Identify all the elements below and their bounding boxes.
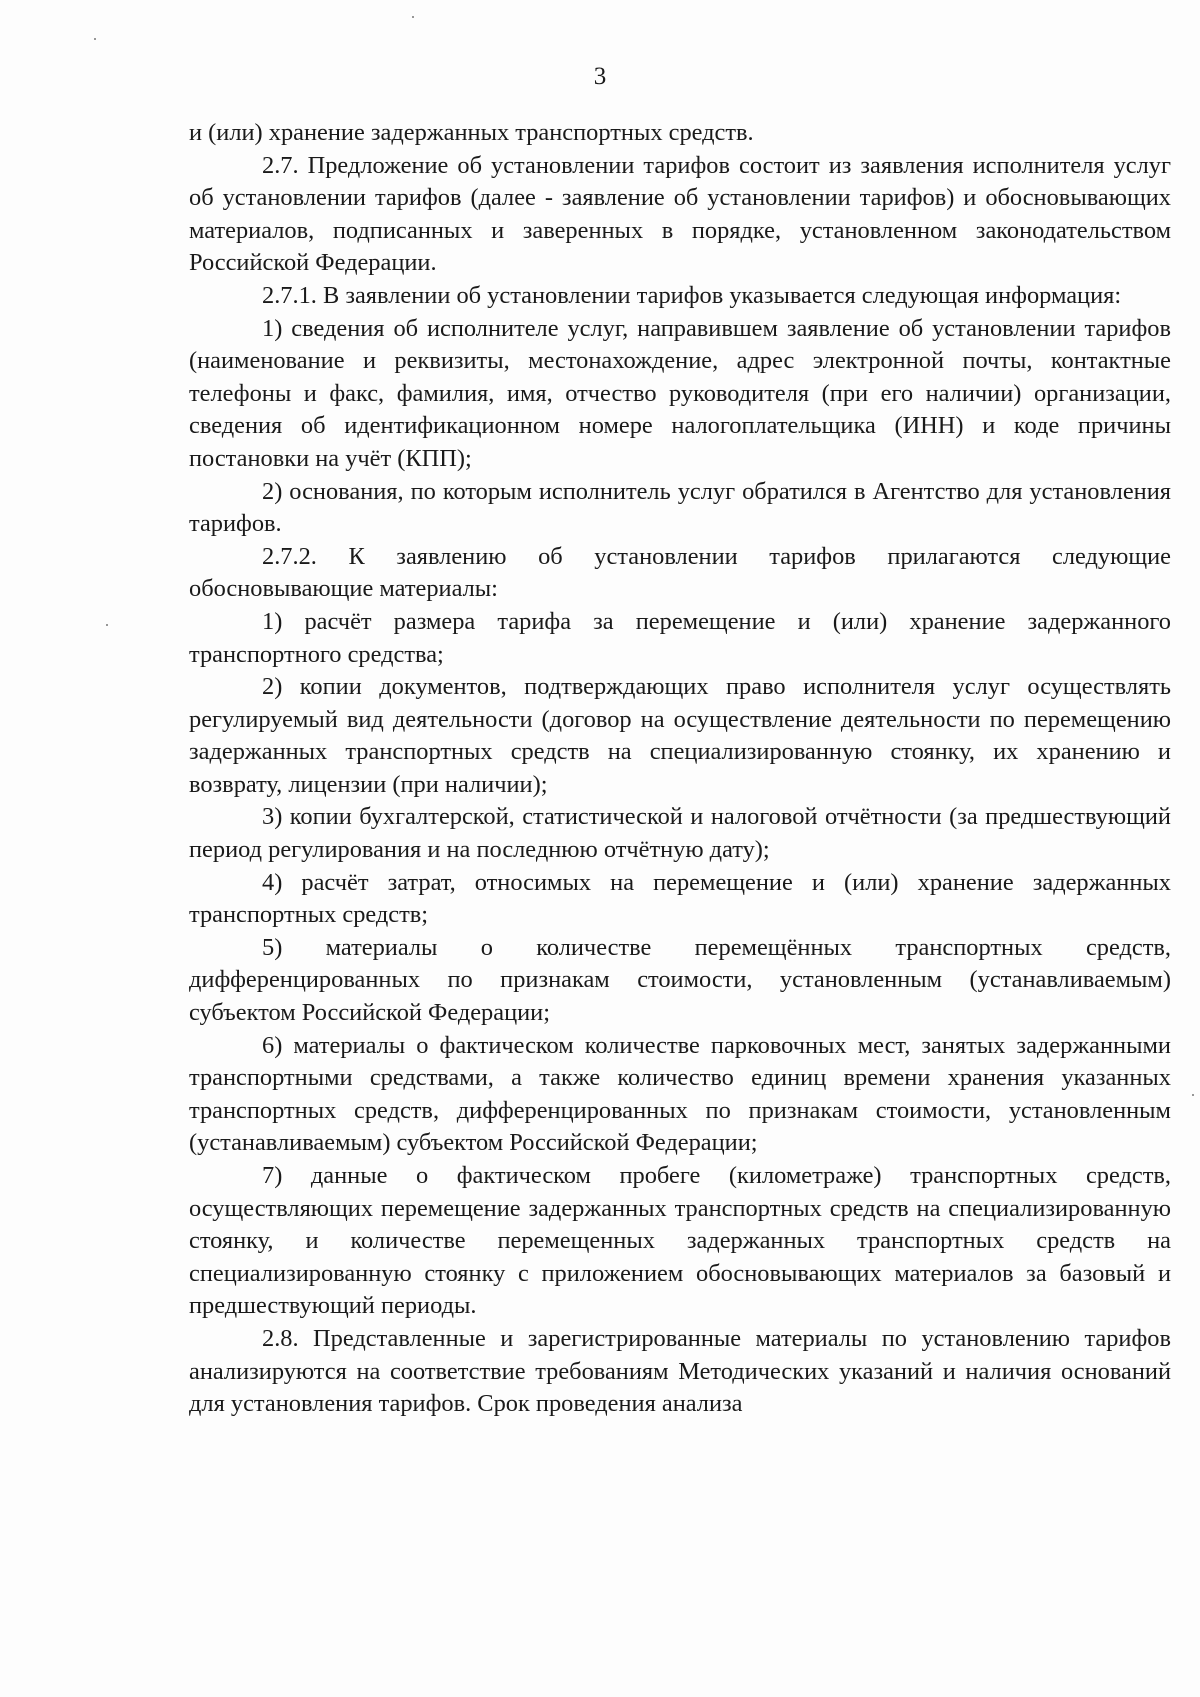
paragraph-2-7: 2.7. Предложение об установлении тарифов состоит из заявления исполнителя услуг об установлении тарифов (далее - заявление об установлении тарифов) и обосновывающих материалов, подписанных и заверенных в порядке, установленном законодательством Российской Федерации. xyxy=(189,151,1171,277)
paragraph-continuation: и (или) хранение задержанных транспортных средств. xyxy=(189,119,754,146)
paragraph-2-7-2: 2.7.2. К заявлению об установлении тарифов прилагаются следующие обосновывающие материалы: xyxy=(189,542,1171,603)
list-item-2-7-2-5: 5) материалы о количестве перемещённых транспортных средств, дифференцированных по признакам стоимости, установленным (устанавливаемым) субъектом Российской Федерации; xyxy=(189,933,1171,1027)
paragraph-2-8: 2.8. Представленные и зарегистрированные материалы по установлению тарифов анализируются на соответствие требованиям Методических указаний и наличия оснований для установления тарифов. Срок проведения анализа xyxy=(189,1324,1171,1418)
list-item-2-7-1-1: 1) сведения об исполнителе услуг, направившем заявление об установлении тарифов (наименование и реквизиты, местонахождение, адрес электронной почты, контактные телефоны и факс, фамилия, имя, отчество руководителя (при его наличии) организации, сведения об идентификационном номере налогоплательщика (ИНН) и коде причины постановки на учёт (КПП); xyxy=(189,314,1171,472)
document-body xyxy=(189,117,1171,1421)
list-item-2-7-2-6: 6) материалы о фактическом количестве парковочных мест, занятых задержанными транспортными средствами, а также количество единиц времени хранения указанных транспортных средств, дифференцированных по признакам стоимости, установленным (устанавливаемым) субъектом Российской Федерации; xyxy=(189,1031,1171,1157)
scan-speck xyxy=(412,16,414,18)
list-item-2-7-2-4: 4) расчёт затрат, относимых на перемещение и (или) хранение задержанных транспортных средств; xyxy=(189,868,1171,929)
list-item-2-7-1-2: 2) основания, по которым исполнитель услуг обратился в Агентство для установления тарифов. xyxy=(189,477,1171,538)
scan-speck xyxy=(94,38,96,40)
list-item-2-7-2-3: 3) копии бухгалтерской, статистической и налоговой отчётности (за предшествующий период регулирования и на последнюю отчётную дату); xyxy=(189,803,1171,864)
scan-speck xyxy=(1192,1094,1194,1096)
list-item-2-7-2-1: 1) расчёт размера тарифа за перемещение и (или) хранение задержанного транспортного средства; xyxy=(189,607,1171,668)
list-item-2-7-2-7: 7) данные о фактическом пробеге (километраже) транспортных средств, осуществляющих перемещение задержанных транспортных средств на специализированную стоянку, и количестве перемещенных задержанных транспортных средств на специализированную стоянку с приложением обосновывающих материалов за базовый и предшествующий периоды. xyxy=(189,1162,1171,1320)
scan-speck xyxy=(106,624,108,626)
page-number: 3 xyxy=(593,63,607,90)
list-item-2-7-2-2: 2) копии документов, подтверждающих право исполнителя услуг осуществлять регулируемый вид деятельности (договор на осуществление деятельности по перемещению задержанных транспортных средств на специализированную стоянку, их хранению и возврату, лицензии (при наличии); xyxy=(189,673,1171,798)
paragraph-2-7-1: 2.7.1. В заявлении об установлении тарифов указывается следующая информация: xyxy=(262,281,1122,309)
